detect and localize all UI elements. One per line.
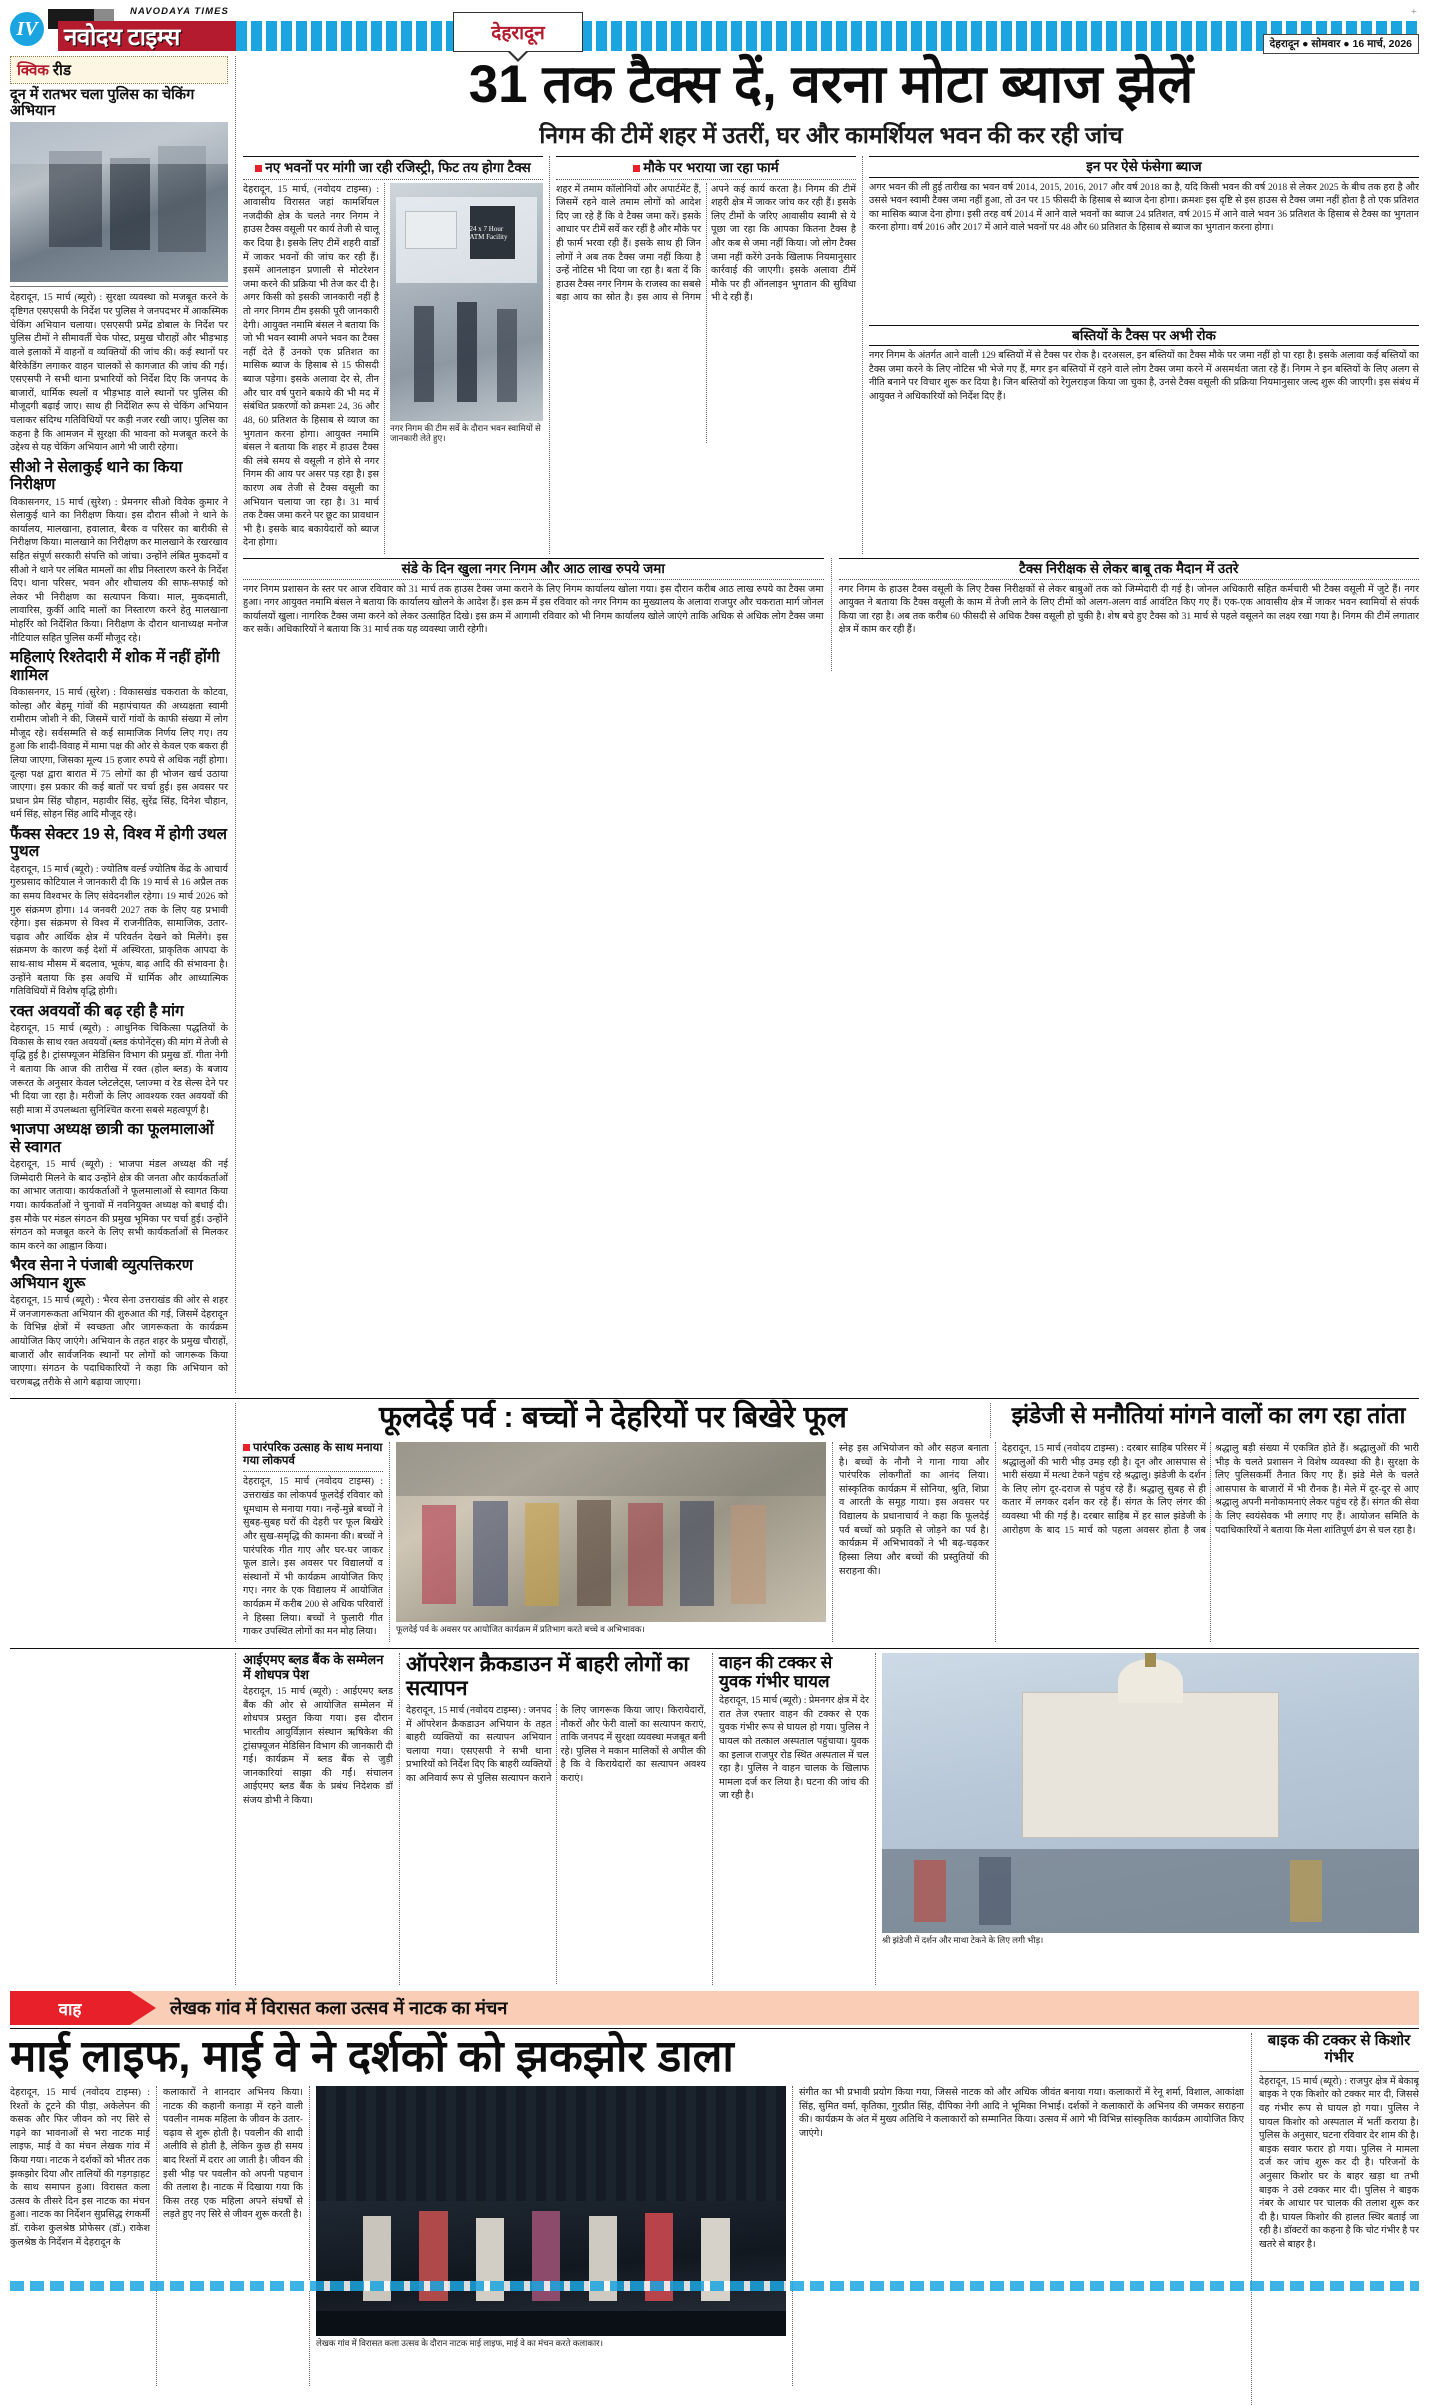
municipal-team-photo: 24 x 7 Hour ATM Facility: [390, 183, 543, 421]
lead-box-0-text: आवासीय विरासत जहां कामर्शियल नजदीकी क्षेत्र के चलते नगर निगम ने हाउस टैक्स वसूली पर कार्य तेजी से चालू कर दिया है। इसके लिए टीमें शहरी वार्डों में जाकर भवनों की जांच कर रही हैं। इसमें आनलाइन प्रणाली से मोटरेशन जमा करने की प्रक्रिया भी तेज कर दी है। अगर किसी को इसकी जानकारी नहीं है तो नगर निगम टीम इसकी पूरी जानकारी देगी। आयुक्त नमामि बंसल ने बताया कि जो भी भवन स्वामी अपने भवन का टैक्स नहीं देते हैं उनको एक प्रतिशत का मासिक ब्याज के हिसाब से 15 फीसदी ब्याज पड़ेगा। इसके अलावा देर से, तीन और चार वर्ष पुराने बकाये की भी मद में संबंधित प्रकरणों को क्रमशः 24, 36 और 48, 60 प्रतिशत के हिसाब से व्याज का भुगतान करना होगा। आयुक्त नमामि बंसल ने बताया कि शहर में हाउस टैक्स की लंबे समय से वसूली न होने से नगर निगम की आय पर असर पड़ रहा है। इस कारण अब तेजी से टैक्स वसूली का अभियान चलाया जा रहा है। 31 मार्च तक टैक्स जमा करने पर छूट का प्रावधान भी है। इसके बाद बकायेदारों को ब्याज देना होगा।: [243, 197, 379, 549]
waah-col-3: [799, 2086, 1244, 2386]
lead-box-2-title: इन पर ऐसे फंसेगा ब्याज: [869, 156, 1419, 178]
bullet-icon-2: [633, 165, 640, 172]
phooldei-text: उत्तराखंड का लोकपर्व फूलदेई रविवार को धूमधाम से मनाया गया। नन्हें-मुन्ने बच्चों ने सुबह-सुबह घरों की देहरी पर फूल बिखेरे और सुख-समृद्धि की कामना की। बच्चों ने पारंपरिक गीत गाए और घर-घर जाकर फूल डाले। इस अवसर पर विद्यालयों व संस्थानों में भी कार्यक्रम आयोजित किए गए। नगर के एक विद्यालय में आयोजित कार्यक्रम में करीब 200 से अधिक परिवारों ने हिस्सा लिया। बच्चों ने फुलारी गीत गाकर उपस्थित लोगों का मन मोह लिया।: [243, 1490, 383, 1638]
decorative-bar-pattern: [236, 21, 1419, 51]
left-article-5-body: [10, 1158, 228, 1253]
lead-box-5: [839, 558, 1420, 671]
mid-story-2: [719, 1653, 869, 1985]
left-article-2-body: [10, 686, 228, 822]
lead-subheadline: निगम की टीमें शहर में उतरीं, घर और कामर्शियल भवन की कर रही जांच: [539, 122, 1123, 149]
phooldei-kicker: पारंपरिक उत्साह के साथ मनाया गया लोकपर्व: [243, 1442, 383, 1468]
left-article-1-body: [10, 496, 228, 646]
waah-col-2: [163, 2086, 303, 2386]
side-story-dateline: देहरादून, 15 मार्च (ब्यूरो) :: [1259, 2075, 1347, 2087]
phooldei-spacer-left: [10, 1403, 228, 1642]
mid-stories-row: [10, 1648, 1419, 1985]
mid-story-0-headline: आईएमए ब्लड बैंक के सम्मेलन में शोधपत्र पेश: [243, 1652, 384, 1682]
waah-col2-text: कलाकारों ने शानदार अभिनय किया। नाटक की कहानी कनाड़ा में रहने वाली पवलीन नामक महिला के जीवन के उतार-चढ़ाव से शुरू होती है। पवलीन की शादी अलीवि से होती है, लेकिन कुछ ही समय बाद रिश्तों में दरार आ जाती है। जीवन की इसी भीड़ पर पवलीन को अपनी पहचान की तलाश है। नाटक में दिखाया गया कि किस तरह एक महिला अपने संघर्षों से लड़ते हुए नए सिरे से जीवन शुरू करती है।: [163, 2086, 303, 2221]
lead-bottom-boxes: [243, 558, 1419, 671]
theatre-stage-photo: [316, 2086, 786, 2336]
phooldei-text2-col: [839, 1442, 989, 1642]
mid-story-0-dateline: देहरादून, 15 मार्च (ब्यूरो) :: [243, 1686, 339, 1698]
left-article-6-text: भैरव सेना उत्तराखंड की ओर से शहर में जनजागरूकता अभियान की शुरुआत की गई, जिसमें देहरादून के विभिन्न क्षेत्रों में स्वच्छता और जागरूकता के कार्यक्रम आयोजित किए जाएंगे। अभियान के तहत शहर के प्रमुख चौराहों, बाजारों और सार्वजनिक स्थानों पर लोगों को जागरूक किया जाएगा। संगठन के पदाधिकारियों ने कहा कि अभियान को चरणबद्ध तरीके से आगे बढ़ाया जाएगा।: [10, 1295, 228, 1388]
mid-story-1-text: जनपद में ऑपरेशन क्रैकडाउन अभियान के तहत बाहरी व्यक्तियों का सत्यापन अभियान चलाया गया। एसएसपी ने सभी थाना प्रभारियों को निर्देश दिए कि बाहरी व्यक्तियों का अनिवार्य रूप से पुलिस सत्यापन कराने के लिए जागरूक किया जाए। किरायेदारों, नौकरों और फेरी वालों का सत्यापन कराएं, ताकि जनपद में सुरक्षा व्यवस्था मजबूत बनी रहे। पुलिस ने मकान मालिकों से अपील की है कि वे किरायेदारों का सत्यापन अवश्य कराएं।: [406, 1705, 706, 1785]
left-article-5-text: भाजपा मंडल अध्यक्ष की नई जिम्मेदारी मिलने के बाद उन्होंने क्षेत्र की जनता और कार्यकर्ताओं का आभार जताया। कार्यकर्ताओं ने फूलमालाओं से स्वागत किया गया। कार्यकर्ताओं ने चुनावों में नवनियुक्त अध्यक्ष को बधाई दी। इस मौके पर मंडल संगठन की प्रमुख भूमिका पर चर्चा हुई। उन्होंने संगठन को मजबूत करने के लिए सभी कार्यकर्ताओं से मिलकर काम करने का आह्वान किया।: [10, 1159, 228, 1252]
left-article-4-body: [10, 1022, 228, 1117]
waah-photo-caption: लेखक गांव में विरासत कला उत्सव के दौरान नाटक माई लाइफ, माई वे का मंचन करते कलाकार।: [316, 2337, 603, 2348]
waah-col1-text: रिश्तों के टूटने की पीड़ा, अकेलेपन की कसक और फिर जीवन को नए सिरे से गढ़ने का भावनाओं से भरा नाटक माई लाइफ, माई वे का मंचन लेखक गांव में किया गया। नाटक ने दर्शकों को भीतर तक झकझोर दिया और तालियों की गड़गड़ाहट के साथ समापन हुआ। विरासत कला उत्सव के तीसरे दिन इस नाटक का मंचन हुआ। नाटक का निर्देशन सुप्रसिद्ध रंगकर्मी डॉ. राकेश कुलश्रेष्ठ प्रोफेसर (डॉ.) राकेश कुलश्रेष्ठ के निर्देशन में देहरादून के: [10, 2100, 150, 2248]
phooldei-text2: स्नेह इस अभियोजन को और सहज बनाता है। बच्चों के नौनौ ने गाना गाया और पारंपरिक लोकगीतों का आनंद लिया। सांस्कृतिक कार्यक्रम में सोनिया, श्रुति, शिप्रा व आरती के समूह गाया। इस अवसर पर विद्यालय के प्रधानाचार्य ने कहा कि फूलदेई पर्व बच्चों को प्रकृति से जोड़ने का पर्व है। कार्यक्रम में अभिभावकों ने भी बढ़-चढ़कर हिस्सा लिया और बच्चों की प्रस्तुतियों की सराहना की।: [839, 1443, 989, 1577]
lead-box-4-title: संडे के दिन खुला नगर निगम और आठ लाख रुपये जमा: [243, 558, 824, 580]
mid-story-1-dateline: देहरादून, 15 मार्च (नवोदय टाइम्स) :: [406, 1705, 527, 1717]
masthead: [10, 6, 1419, 52]
lead-headline: 31 तक टैक्स दें, वरना मोटा ब्याज झेलें: [468, 55, 1194, 114]
jhandeji-headline: झंडेजी से मनौतियां मांगने वालों का लग रहा तांता: [1011, 1402, 1406, 1429]
lead-middle-block: [556, 156, 856, 554]
page-number-badge: IV: [10, 12, 44, 46]
lead-box-1-title: मौके पर भराया जा रहा फार्म: [643, 160, 779, 176]
lead-box-5-title: टैक्स निरीक्षक से लेकर बाबू तक मैदान में उतरे: [839, 558, 1420, 580]
waah-tag: वाह: [10, 1991, 130, 2025]
bullet-icon: [255, 165, 262, 172]
waah-side-story: [1259, 2033, 1419, 2405]
waah-dateline: देहरादून, 15 मार्च (नवोदय टाइम्स) :: [10, 2086, 150, 2098]
waah-col3-text: संगीत का भी प्रभावी प्रयोग किया गया, जिससे नाटक को और अधिक जीवंत बनाया गया। कलाकारों में रेनू शर्मा, विशाल, आकांक्षा सिंह, सुमित वर्मा, कृतिका, गुरप्रीत सिंह, दीपिका नेगी आदि ने भूमिका निभाई। दर्शकों ने कलाकारों के अभिनय की जमकर सराहना की। कार्यक्रम के अंत में मुख्य अतिथि ने कलाकारों को सम्मानित किया। उत्सव में आगे भी विभिन्न सांस्कृतिक कार्यक्रम आयोजित किए जाएंगे।: [799, 2086, 1244, 2139]
waah-col-1: [10, 2086, 150, 2386]
lead-box-0-dateline: देहरादून, 15 मार्च, (नवोदय टाइम्स) :: [243, 183, 379, 195]
left-article-0-text: सुरक्षा व्यवस्था को मजबूत करने के दृष्टिगत एसएसपी के निर्देश पर पुलिस ने जनपदभर में आकस्मिक चेकिंग अभियान चलाया। एसएसपी प्रमेंद्र डोबाल के निर्देश पर पुलिस टीमों ने सीमावर्ती चेक पोस्ट, प्रमुख चौराहों और भीड़भाड़ वाले इलाकों में वाहनों व व्यक्तियों की जांच की। कई स्थानों पर बैरिकेडिंग लगाकर वाहन चालकों से कागजात की जांच की गई। एसएसपी ने सभी थाना प्रभारियों को निर्देश दिए कि जनपद के बाजारों, धार्मिक स्थलों व भीड़भाड़ वाले स्थानों पर पुलिस की मौजूदगी बढ़ाई जाए। साथ ही निर्देशित रूप से चेकिंग अभियान चलाकर संदिग्ध गतिविधियों पर कड़ी नजर रखी जाए। पुलिस का कहना है कि आमजन में सुरक्षा की भावना को मजबूत करने के उद्देश्य से यह चेकिंग अभियान आगे भी जारी रहेगा।: [10, 292, 228, 454]
quick-read-headline: दून में रातभर चला पुलिस का चेकिंग अभियान: [10, 87, 195, 120]
left-article-3-text: ज्योतिष वर्ल्ड ज्योतिष केंद्र के आचार्य गुरुप्रसाद कोटियाल ने जानकारी दी कि 19 मार्च से 16 अप्रैल तक का समय विश्वभर के लिए संवेदनशील रहेगा। 19 मार्च 2026 को गुरु संक्रमण होगा। 14 जनवरी 2027 तक के लिए यह प्रभावी रहेगा। इस संक्रमण से विश्व में राजनीतिक, सामाजिक, उतार-चढ़ाव और आर्थिक क्षेत्र में परिवर्तन देखने को मिलेंगे। इस संक्रमण के कारण कई देशों में अस्थिरता, प्राकृतिक आपदा के साथ-साथ मौसम में बदलाव, भूकंप, बाढ़ आदि की संभावना है। उन्होंने बताया कि इस अवधि में धार्मिक और आध्यात्मिक गतिविधियों में विशेष वृद्धि होगी।: [10, 863, 228, 998]
lead-box-3-text: नगर निगम के अंतर्गत आने वाली 129 बस्तियों में से टैक्स पर रोक है। दरअसल, इन बस्तियों का टैक्स मौके पर जमा नहीं हो पा रहा है। इसके अलावा कई बस्तियों का टैक्स जमा करने के लिए नोटिस भी भेजे गए हैं, मगर इन बस्तियों में रहने वाले लोग टैक्स जमा करने में असमर्थता जता रहे हैं। निगम ने इन बस्तियों के लिए अलग से नीति बनाने पर विचार शुरू कर दिया है। जिन बस्तियों को रेगुलराइज किया जा चुका है, उनसे टैक्स वसूली की प्रक्रिया नियमानुसार जल्द शुरू की जाएगी। इस संबंध में आयुक्त ने अधिकारियों को निर्देश दिए हैं।: [869, 350, 1419, 402]
waah-banner-text: लेखक गांव में विरासत कला उत्सव में नाटक का मंचन: [130, 1991, 1419, 2025]
left-article-1-headline: सीओ ने सेलाकुई थाने का किया निरीक्षण: [10, 458, 183, 494]
left-sidebar: [10, 56, 228, 1393]
left-article-1-dateline: विकासनगर, 15 मार्च (सुरेश) :: [10, 496, 118, 508]
lead-story-grid: [243, 156, 1419, 554]
dateline: देहरादून ● सोमवार ● 16 मार्च, 2026: [1263, 34, 1419, 54]
edition-label: देहरादून: [491, 23, 545, 44]
gurudwara-photo: [882, 1653, 1419, 1933]
phooldei-photo-caption: फूलदेई पर्व के अवसर पर आयोजित कार्यक्रम में प्रतिभाग करते बच्चे व अभिभावक।: [396, 1624, 645, 1635]
waah-photo-col: [316, 2086, 786, 2386]
left-article-3-headline: फैंक्स सेक्टर 19 से, विश्व में होगी उथल पुथल: [10, 826, 228, 861]
phooldei-kicker-col: [243, 1442, 383, 1642]
lead-box-4-text: नगर निगम प्रशासन के स्तर पर आज रविवार को 31 मार्च तक हाउस टैक्स जमा कराने के लिए निगम कार्यालय खोला गया। इस दौरान करीब आठ लाख रुपये का टैक्स जमा हुआ। नगर आयुक्त नमामि बंसल ने बताया कि कार्यालय खोलने के आदेश हैं। इस क्रम में इस रविवार को नगर निगम का मुख्यालय के अलावा राजपुर और चकराता मार्ग जोनल कार्यालयों खुला। नागरिक टैक्स जमा करने को लेकर उत्साहित दिखे। इस क्रम में आगामी रविवार को भी निगम कार्यालय खोले जाएंगे ताकि अधिक से अधिक लोग टैक्स जमा कर सकें। अधिकारियों ने बताया कि 31 मार्च तक यह व्यवस्था जारी रहेगी।: [243, 583, 824, 636]
phooldei-section: [10, 1398, 1419, 1642]
jhandeji-photo-col: [882, 1653, 1419, 1985]
main-content: [243, 56, 1419, 1393]
logo-english-text: NAVODAYA TIMES: [130, 6, 229, 17]
jhandeji-col: [1002, 1442, 1419, 1642]
mid-story-0: [243, 1653, 393, 1985]
bullet-icon-3: [243, 1444, 250, 1451]
left-article-3-body: [10, 863, 228, 999]
mid-story-2-text: प्रेमनगर क्षेत्र में देर रात तेज रफ्तार वाहन की टक्कर से एक युवक गंभीर रूप से घायल हो गया। पुलिस ने घायल को तत्काल अस्पताल पहुंचाया। युवक का इलाज राजपुर रोड स्थित अस्पताल में चल रहा है। पुलिस ने वाहन चालक के खिलाफ मामला दर्ज कर लिया है। घटना की जांच की जा रही है।: [719, 1695, 869, 1802]
plus-marker: +: [1410, 6, 1417, 18]
left-article-4-headline: रक्त अवयवों की बढ़ रही है मांग: [10, 1002, 184, 1020]
column-divider: [235, 56, 236, 1393]
waah-main: [10, 2033, 1244, 2405]
footer-decorative-bar: [10, 2281, 1419, 2291]
quick-read-tag-red: क्विक: [17, 62, 49, 79]
bottom-section: [10, 2033, 1419, 2405]
lead-right-block: [869, 156, 1419, 554]
left-article-6-body: [10, 1294, 228, 1389]
left-article-1-text: प्रेमनगर सीओ विवेक कुमार ने सेलाकुई थाने का निरीक्षण किया। इस दौरान सीओ ने थाने के कार्यालय, मालखाना, हवालात, बैरक व परिसर का बारीकी से निरीक्षण किया। मालखाने का निरीक्षण कर मालखाने के रखरखाव सहित संपूर्ण सरकारी संपत्ति को जांचा। उन्होंने लंबित मुकदमों व सीओ ने थाने पर लंबित मामलों का शीघ्र निस्तारण करने के निर्देश दिए। थाना परिसर, भवन और शौचालय की साफ-सफाई को लेकर भी निरीक्षण का सत्यापन किया। माल, मुकदमाती, लावारिस, कुर्की आदि मालों का निस्तारण करने हेतु मालखाना मोहर्रिर को निर्देशित किया। निरीक्षण के दौरान थानाध्यक्ष मनोज नौटियाल सहित पुलिस कर्मी मौजूद रहे।: [10, 496, 228, 644]
left-article-6-dateline: देहरादून, 15 मार्च (ब्यूरो) :: [10, 1295, 100, 1307]
mid-story-1-headline: ऑपरेशन क्रैकडाउन में बाहरी लोगों का सत्यापन: [406, 1653, 689, 1700]
lead-box-5-text: नगर निगम के हाउस टैक्स वसूली के लिए टैक्स निरीक्षकों से लेकर बाबुओं तक को जिम्मेदारी दी गई है। जोनल अधिकारी सहित कर्मचारी भी टैक्स वसूली में जुटे हैं। नगर आयुक्त ने बताया कि टैक्स वसूली के काम में तेजी लाने के लिए टीमों को अलग-अलग वार्ड आवंटित किए गए हैं। एक-एक आवासीय क्षेत्र में जाकर भवन स्वामियों से संपर्क किया जा रहा है। अब तक करीब 60 फीसदी से अधिक टैक्स वसूली हो चुकी है। शेष बचे हुए टैक्स को 31 मार्च से पहले वसूलने का लक्ष्य रखा गया है। निगम की टीमें लगातार क्षेत्र में काम कर रही हैं।: [838, 583, 1419, 636]
waah-banner: [10, 1991, 1419, 2025]
left-article-4-text: आधुनिक चिकित्सा पद्धतियों के विकास के साथ रक्त अवयवों (ब्लड कंपोनेंट्स) की मांग में तेजी से वृद्धि हुई है। ट्रांसफ्यूजन मेडिसिन विभाग की प्रमुख डॉ. गीता नेगी ने बताया कि आज की तारीख में रक्त (होल ब्लड) के बजाय जरूरत के अनुसार केवल प्लेटलेट्स, प्लाज्मा व रेड सेल्स देने पर भी दिया जा रहा है। मरीजों के लिए आवश्यक रक्त अवयवों की सही मात्रा में उपलब्धता सुनिश्चित करना सबसे महत्वपूर्ण है।: [10, 1023, 228, 1116]
lead-box-1-text: शहर में तमाम कॉलोनियों और अपार्टमेंट हैं, जिसमें रहने वाले तमाम लोगों को आदेश दिए जा रहे हैं कि वे टैक्स जमा करें। इसके आधार पर टीमें सर्वे कर रहीं है और मौके पर ही फार्म भरवा रही हैं। इसके साथ ही जिन लोगों ने अब तक टैक्स जमा नहीं किया है उन्हें नोटिस भी दिया जा रहा है। बता दें कि हाउस टैक्स नगर निगम के राजस्व का सबसे बड़ा आय का स्रोत है। इस आय से निगम अपने कई कार्य करता है। निगम की टीमें शहरी क्षेत्र में जाकर जांच कर रही हैं। इसके लिए टीमों के जरिए आवासीय स्वामी से ये पूछा जा रहा कि आपका कितना टैक्स है और कब से जमा नहीं किया। जो लोग टैक्स जमा नहीं करेंगे उनके खिलाफ नियमानुसार कार्रवाई की जाएगी। इसके अलावा टीमें मौके पर ही ऑनलाइन भुगतान की सुविधा भी दे रही हैं।: [556, 183, 856, 304]
mid-spacer-left: [10, 1653, 228, 1985]
side-story-headline: बाइक की टक्कर से किशोर गंभीर: [1267, 2032, 1411, 2066]
left-article-4-dateline: देहरादून, 15 मार्च (ब्यूरो) :: [10, 1023, 110, 1035]
mid-story-1: [406, 1653, 706, 1985]
lead-box-3-title: बस्तियों के टैक्स पर अभी रोक: [869, 325, 1419, 347]
lead-box-0-text-col: [243, 183, 379, 554]
jhandeji-dateline: देहरादून, 15 मार्च (नवोदय टाइम्स) :: [1002, 1443, 1124, 1455]
mid-story-2-headline: वाहन की टक्कर से युवक गंभीर घायल: [719, 1653, 833, 1692]
left-article-2-headline: महिलाएं रिश्तेदारी में शोक में नहीं होंगी शामिल: [10, 649, 220, 684]
lead-left-block: [243, 156, 543, 554]
quick-read-tag-black: रीड: [52, 62, 71, 79]
logo-hindi-text: नवोदय टाइम्स: [64, 23, 180, 51]
left-article-0-dateline: देहरादून, 15 मार्च (ब्यूरो) :: [10, 292, 103, 304]
left-article-3-dateline: देहरादून, 15 मार्च (ब्यूरो) :: [10, 863, 99, 875]
jhandeji-text: दरबार साहिब परिसर में श्रद्धालुओं की भारी भीड़ उमड़ रही है। दून और आसपास से भारी संख्या में मत्था टेकने पहुंच रहे श्रद्धालु। झंडेजी के दर्शन के लिए लोग दूर-दराज से पहुंच रहे हैं। श्रद्धालु सुबह से ही कतार में लगकर दर्शन कर रहे हैं। संगत के लिए लंगर की व्यवस्था भी की गई है। दरबार साहिब में हर साल झंडेजी के आरोहण के बाद 15 मार्च को पहला अवसर होता है जब श्रद्धालु बड़ी संख्या में एकत्रित होते हैं। श्रद्धालुओं की भारी भीड़ के चलते प्रशासन ने विशेष व्यवस्था की है। सुरक्षा के लिए पुलिसकर्मी तैनात किए गए हैं। झंडे मेले के चलते आसपास के बाजारों में भी रौनक है। मेले में दूर-दूर से आए श्रद्धालु अपनी मनोकामनाएं लेकर पहुंच रहे हैं। संगत की सेवा के लिए स्वयंसेवक भी लगाए गए हैं। आयोजन समिति के पदाधिकारियों ने बताया कि मेला शांतिपूर्ण ढंग से चल रहा है।: [1002, 1443, 1419, 1536]
lead-photo-col: [390, 183, 543, 554]
left-article-5-headline: भाजपा अध्यक्ष छात्री का फूलमालाओं से स्वागत: [10, 1121, 214, 1156]
lead-box-2-text: अगर भवन की ली हुई तारीख का भवन वर्ष 2014, 2015, 2016, 2017 और वर्ष 2018 का है, यदि किसी भवन की वर्ष 2018 से लेकर 2025 के बीच तक हरा है और उससे भवन स्वामी टैक्स जमा नहीं हुआ, तो उन पर 15 फीसदी के हिसाब से ब्याज देना होगा। क्रमशः इस दृष्टि से इस हाउस से टैक्स जमा नहीं होता है तो एक प्रतिशत का मासिक ब्याज देना होगा। इसी तरह वर्ष 2014 में आने वाले भवनों का ब्याज 24 प्रतिशत, वर्ष 2015 में आने वाले भवन 36 प्रतिशत के हिसाब से टैक्स का भुगतान करना होगा। वर्ष 2016 और 2017 में आने वाले भवनों पर 48 और 60 प्रतिशत के हिसाब से ब्याज का भुगतान करना होगा।: [869, 181, 1419, 234]
police-checking-photo: [10, 122, 228, 282]
phooldei-event-photo: [396, 1442, 826, 1622]
newspaper-logo[interactable]: [48, 7, 236, 51]
phooldei-photo-col: [396, 1442, 826, 1642]
side-story-text: राजपुर क्षेत्र में बेकाबू बाइक ने एक किशोर को टक्कर मार दी, जिससे वह गंभीर रूप से घायल हो गया। पुलिस ने घायल किशोर को अस्पताल में भर्ती कराया है। पुलिस के अनुसार, घटना रविवार देर शाम की है। बाइक सवार फरार हो गया। पुलिस ने मामला दर्ज कर जांच शुरू कर दी है। परिजनों के अनुसार किशोर घर के बाहर खड़ा था तभी बाइक ने उसे टक्कर मार दी। पुलिस ने बाइक नंबर के आधार पर चालक की तलाश शुरू कर दी है। घायल किशोर की हालत स्थिर बताई जा रही है। डॉक्टरों का कहना है कि चोट गंभीर है पर खतरे से बाहर है।: [1259, 2075, 1419, 2251]
phooldei-banner-headline: फूलदेई पर्व : बच्चों ने देहरियों पर बिखेरे फूल: [379, 1401, 847, 1435]
quick-read-box: [10, 56, 228, 84]
lead-box-4: [243, 558, 824, 671]
mid-story-2-dateline: देहरादून, 15 मार्च (ब्यूरो) :: [719, 1695, 807, 1707]
left-article-6-headline: भैरव सेना ने पंजाबी व्युत्पत्तिकरण अभियान शुरू: [10, 1257, 193, 1292]
left-article-5-dateline: देहरादून, 15 मार्च (ब्यूरो) :: [10, 1159, 113, 1171]
phooldei-dateline: देहरादून, 15 मार्च (नवोदय टाइम्स) :: [243, 1476, 383, 1488]
waah-headline: माई लाइफ, माई वे ने दर्शकों को झकझोर डाला: [10, 2032, 734, 2082]
mid-story-0-text: आईएमए ब्लड बैंक की ओर से आयोजित सम्मेलन में शोधपत्र प्रस्तुत किया गया। इस दौरान भारतीय आयुर्विज्ञान संस्थान ऋषिकेश की ट्रांसफ्यूजन मेडिसिन विभाग की जानकारी दी गई। कार्यक्रम में ब्लड बैंक से जुड़ी जानकारियां साझा की गईं। संचालन आईएमए ब्लड बैंक के प्रबंध निदेशक डॉ संजय डोभी ने किया।: [243, 1686, 393, 1806]
left-article-0-body: [10, 291, 228, 454]
lead-box-0-title: नए भवनों पर मांगी जा रही रजिस्ट्री, फिट तय होगा टैक्स: [265, 160, 531, 176]
left-article-2-dateline: विकासनगर, 15 मार्च (सुरेश) :: [10, 686, 116, 698]
lead-photo-caption: नगर निगम की टीम सर्वे के दौरान भवन स्वामियों से जानकारी लेते हुए।: [390, 422, 541, 444]
left-article-2-text: विकासखंड चकराता के कोटवा, कोल्हा और बेहमू गांवों की महापंचायत की अध्यक्षता स्वामी रामीराम जोशी ने की, जिसमें चारों गांवों के काफी संख्या में लोग मौजूद रहे। सर्वसम्मति से कई सामाजिक निर्णय लिए गए। तय हुआ कि शादी-विवाह में मामा पक्ष की ओर से केवल एक बकरा ही लिया जाएगा, जिसका मूल्य 15 हजार रुपये से अधिक नहीं होगा। दूल्हा पक्ष द्वारा बारात में 75 लोगों का ही भोजन खर्च उठाया जाएगा। इस प्रकार की कई बातों पर चर्चा हुई। इस अवसर पर प्रधान प्रेम सिंह चौहान, महावीर सिंह, सुरेंद्र सिंह, दिनेश चौहान, धर्म सिंह, सोहन सिंह आदि मौजूद रहे।: [10, 686, 228, 821]
edition-tab[interactable]: [453, 12, 583, 52]
jhandeji-photo-caption: श्री झंडेजी में दर्शन और माथा टेकने के लिए लगी भीड़।: [882, 1935, 1044, 1946]
